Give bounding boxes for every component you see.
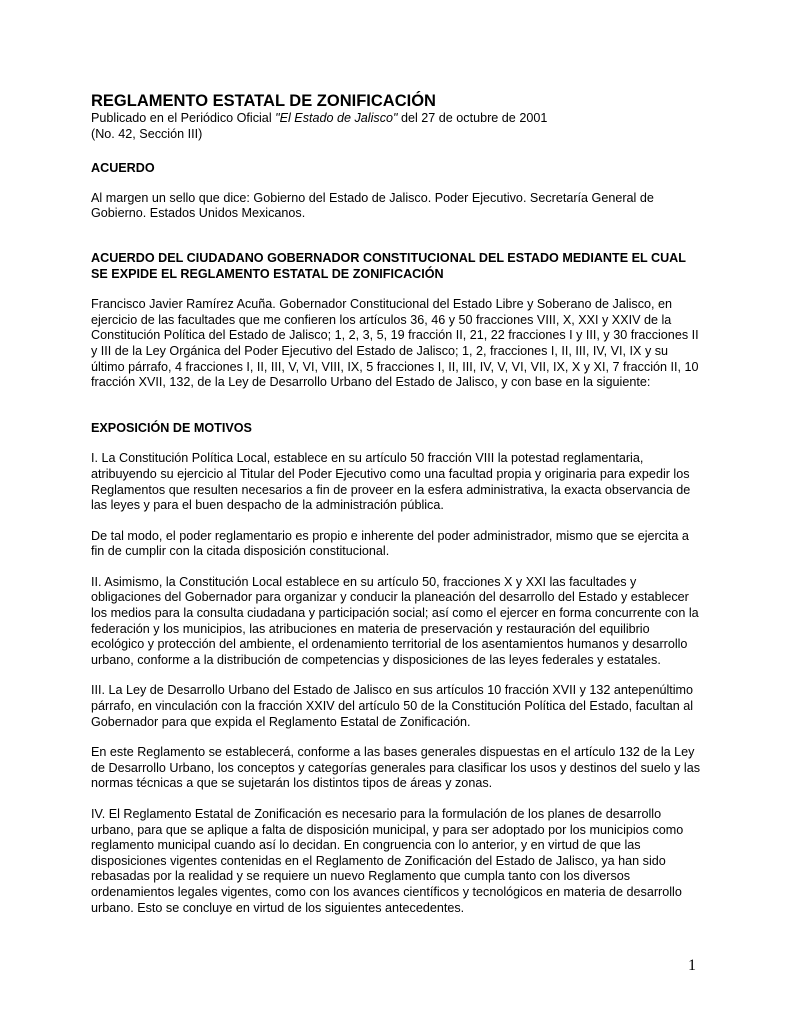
document-title: REGLAMENTO ESTATAL DE ZONIFICACIÓN: [91, 92, 436, 110]
publication-number: (No. 42, Sección III): [91, 126, 203, 141]
publication-prefix: Publicado en el Periódico Oficial: [91, 111, 276, 125]
publication-line: [91, 111, 703, 127]
seal-paragraph: Al margen un sello que dice: Gobierno del Estado de Jalisco. Poder Ejecutivo. Secretaría General de Gobierno. Estados Unidos Mexicanos.: [91, 190, 654, 221]
acuerdo-title: ACUERDO DEL CIUDADANO GOBERNADOR CONSTITUCIONAL DEL ESTADO MEDIANTE EL CUAL SE EXPIDE EL REGLAMENTO ESTATAL DE ZONIFICACIÓN: [91, 250, 686, 281]
motivos-heading: EXPOSICIÓN DE MOTIVOS: [91, 420, 252, 435]
newspaper-name: "El Estado de Jalisco": [275, 111, 398, 125]
motivos-paragraph: I. La Constitución Política Local, establece en su artículo 50 fracción VIII la potestad reglamentaria, atribuyendo su ejercicio al Titular del Poder Ejecutivo como una facultad propia y originaria para expedir los Reglamentos que resulten necesarios a fin de proveer en la esfera administrativa, la exacta observancia de las leyes y para el buen despacho de la administración pública.: [91, 451, 691, 513]
preamble-paragraph: Francisco Javier Ramírez Acuña. Gobernador Constitucional del Estado Libre y Soberano de Jalisco, en ejercicio de las facultades que me confieren los artículos 36, 46 y 50 fracciones VIII, X, XXI y XXIV de la Constitución Política del Estado de Jalisco; 1, 2, 3, 5, 19 fracción II, 21, 22 fracciones I y III, y 30 fracciones II y III de la Ley Orgánica del Poder Ejecutivo del Estado de Jalisco; 1, 2, fracciones I, II, III, IV, VI, IX y su último párrafo, 4 fracciones I, II, III, V, VI, VIII, IX, 5 fracciones I, II, III, IV, V, VI, VII, IX, X y XI, 7 fracción II, 10 fracción XVII, 132, de la Ley de Desarrollo Urbano del Estado de Jalisco, y con base en la siguiente:: [91, 297, 699, 390]
motivos-paragraph: II. Asimismo, la Constitución Local establece en su artículo 50, fracciones X y XXI las facultades y obligaciones del Gobernador para organizar y conducir la planeación del desarrollo del Estado y establecer los medios para la consulta ciudadana y participación social; así como el ejercer en forma concurrente con la federación y los municipios, las atribuciones en materia de preservación y restauración del equilibrio ecológico y protección del ambiente, el ordenamiento territorial de los asentamientos humanos y desarrollo urbano, conforme a la distribución de competencias y disposiciones de las leyes federales y estatales.: [91, 574, 699, 667]
publication-suffix: del 27 de octubre de 2001: [397, 111, 548, 125]
motivos-paragraph: De tal modo, el poder reglamentario es propio e inherente del poder administrador, mismo que se ejercita a fin de cumplir con la citada disposición constitucional.: [91, 528, 689, 559]
document-page: [91, 92, 703, 916]
page-number: 1: [688, 957, 696, 974]
motivos-paragraph: En este Reglamento se establecerá, conforme a las bases generales dispuestas en el artículo 132 de la Ley de Desarrollo Urbano, los conceptos y categorías generales para clasificar los usos y destinos del suelo y las normas técnicas a que se sujetarán los distintos tipos de áreas y zonas.: [91, 745, 701, 791]
motivos-paragraph: III. La Ley de Desarrollo Urbano del Estado de Jalisco en sus artículos 10 fracción XVII y 132 antepenúltimo párrafo, en vinculación con la fracción XXIV del artículo 50 de la Constitución Política del Estado, facultan al Gobernador para que expida el Reglamento Estatal de Zonificación.: [91, 683, 694, 729]
motivos-paragraph: IV. El Reglamento Estatal de Zonificación es necesario para la formulación de los planes de desarrollo urbano, para que se aplique a falta de disposición municipal, y para ser adoptado por los municipios como reglamento municipal cuando así lo decidan. En congruencia con lo anterior, y en virtud de que las disposiciones vigentes contenidas en el Reglamento de Zonificación del Estado de Jalisco, ya han sido rebasadas por la realidad y se requiere un nuevo Reglamento que cumpla tanto con los diversos ordenamientos legales vigentes, como con los avances científicos y tecnológicos en materia de desarrollo urbano. Esto se concluye en virtud de los siguientes antecedentes.: [91, 807, 684, 915]
acuerdo-heading: ACUERDO: [91, 161, 155, 176]
